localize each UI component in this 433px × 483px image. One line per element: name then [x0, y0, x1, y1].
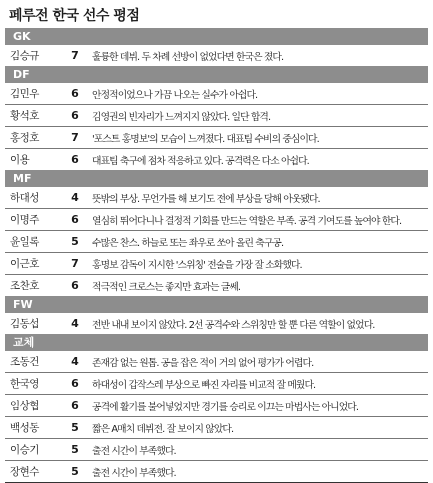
page-title: 페루전 한국 선수 평점: [9, 8, 140, 24]
player-score: 6: [71, 399, 79, 412]
player-comment: 출전 시간이 부족했다.: [92, 467, 176, 479]
player-comment: 하대성이 갑작스레 부상으로 빠진 자리를 비교적 잘 메웠다.: [92, 379, 316, 391]
player-score: 6: [71, 153, 79, 166]
section-header: MF: [5, 170, 428, 187]
player-row: [5, 275, 428, 296]
player-score: 6: [71, 109, 79, 122]
player-name: 조찬호: [10, 280, 39, 292]
player-row: [5, 231, 428, 253]
player-score: 6: [71, 279, 79, 292]
player-score: 7: [71, 257, 79, 270]
player-name: 황석호: [10, 110, 39, 122]
section-header: GK: [5, 28, 428, 45]
player-score: 7: [71, 131, 79, 144]
player-score: 6: [71, 213, 79, 226]
player-name: 김승규: [10, 50, 39, 62]
player-comment: 적극적인 크로스는 좋지만 효과는 글쎄.: [92, 281, 241, 293]
player-comment: 출전 시간이 부족했다.: [92, 445, 176, 457]
player-row: [5, 209, 428, 231]
section-header: FW: [5, 296, 428, 313]
player-comment: 전반 내내 보이지 않았다. 2선 공격수와 스위칭만 할 뿐 다른 역할이 없었다.: [92, 319, 375, 331]
player-name: 장현수: [10, 466, 39, 478]
player-comment: 공격에 활기를 불어넣었지만 경기를 승리로 이끄는 마법사는 아니었다.: [92, 401, 359, 413]
section-header: DF: [5, 66, 428, 83]
player-comment: 훌륭한 데뷔. 두 차례 선방이 없었다면 한국은 졌다.: [92, 51, 284, 63]
player-comment: 대표팀 축구에 점차 적응하고 있다. 공격력은 다소 아쉽다.: [92, 155, 309, 167]
player-name: 조동건: [10, 356, 39, 368]
player-row: [5, 187, 428, 209]
player-row: [5, 83, 428, 105]
player-row: [5, 127, 428, 149]
player-score: 4: [71, 355, 79, 368]
player-name: 윤일록: [10, 236, 39, 248]
player-name: 하대성: [10, 192, 39, 204]
player-row: [5, 417, 428, 439]
player-score: 4: [71, 317, 79, 330]
player-row: [5, 439, 428, 461]
player-comment: 존재감 없는 원톱. 공을 잡은 적이 거의 없어 평가가 어렵다.: [92, 357, 314, 369]
player-score: 5: [71, 465, 79, 478]
player-row: [5, 149, 428, 170]
player-row: [5, 395, 428, 417]
player-row: [5, 105, 428, 127]
player-comment: 김영권의 빈자리가 느껴지지 않았다. 일단 합격.: [92, 111, 271, 123]
player-name: 김민우: [10, 88, 39, 100]
player-score: 5: [71, 421, 79, 434]
section-header: 교체: [5, 334, 428, 351]
player-score: 5: [71, 235, 79, 248]
player-comment: '포스트 홍명보'의 모습이 느껴졌다. 대표팀 수비의 중심이다.: [92, 133, 319, 145]
player-score: 6: [71, 377, 79, 390]
player-score: 7: [71, 49, 79, 62]
player-score: 5: [71, 443, 79, 456]
player-score: 4: [71, 191, 79, 204]
ratings-table: [5, 28, 428, 483]
player-name: 한국영: [10, 378, 39, 390]
player-comment: 수많은 찬스. 하늘로 또는 좌우로 쏘아 올린 축구공.: [92, 237, 284, 249]
player-comment: 안정적이었으나 가끔 나오는 실수가 아쉽다.: [92, 89, 258, 101]
player-comment: 열심히 뛰어다니나 결정적 기회를 만드는 역할은 부족. 공격 기여도를 높여야 한다.: [92, 215, 402, 227]
player-name: 임상협: [10, 400, 39, 412]
player-row: [5, 313, 428, 334]
player-name: 홍정호: [10, 132, 39, 144]
player-name: 이근호: [10, 258, 39, 270]
player-name: 이명주: [10, 214, 39, 226]
player-comment: 홍명보 감독이 지시한 '스위칭' 전술을 가장 잘 소화했다.: [92, 259, 302, 271]
player-row: [5, 373, 428, 395]
player-row: [5, 461, 428, 482]
player-comment: 짧은 A매치 데뷔전. 잘 보이지 않았다.: [92, 423, 234, 435]
player-name: 이승기: [10, 444, 39, 456]
player-comment: 뜻밖의 부상. 무언가를 해 보기도 전에 부상을 당해 아웃됐다.: [92, 193, 320, 205]
player-name: 백성동: [10, 422, 39, 434]
player-name: 이용: [10, 154, 30, 166]
player-row: [5, 253, 428, 275]
player-row: [5, 45, 428, 66]
player-name: 김동섭: [10, 318, 39, 330]
player-row: [5, 351, 428, 373]
player-score: 6: [71, 87, 79, 100]
